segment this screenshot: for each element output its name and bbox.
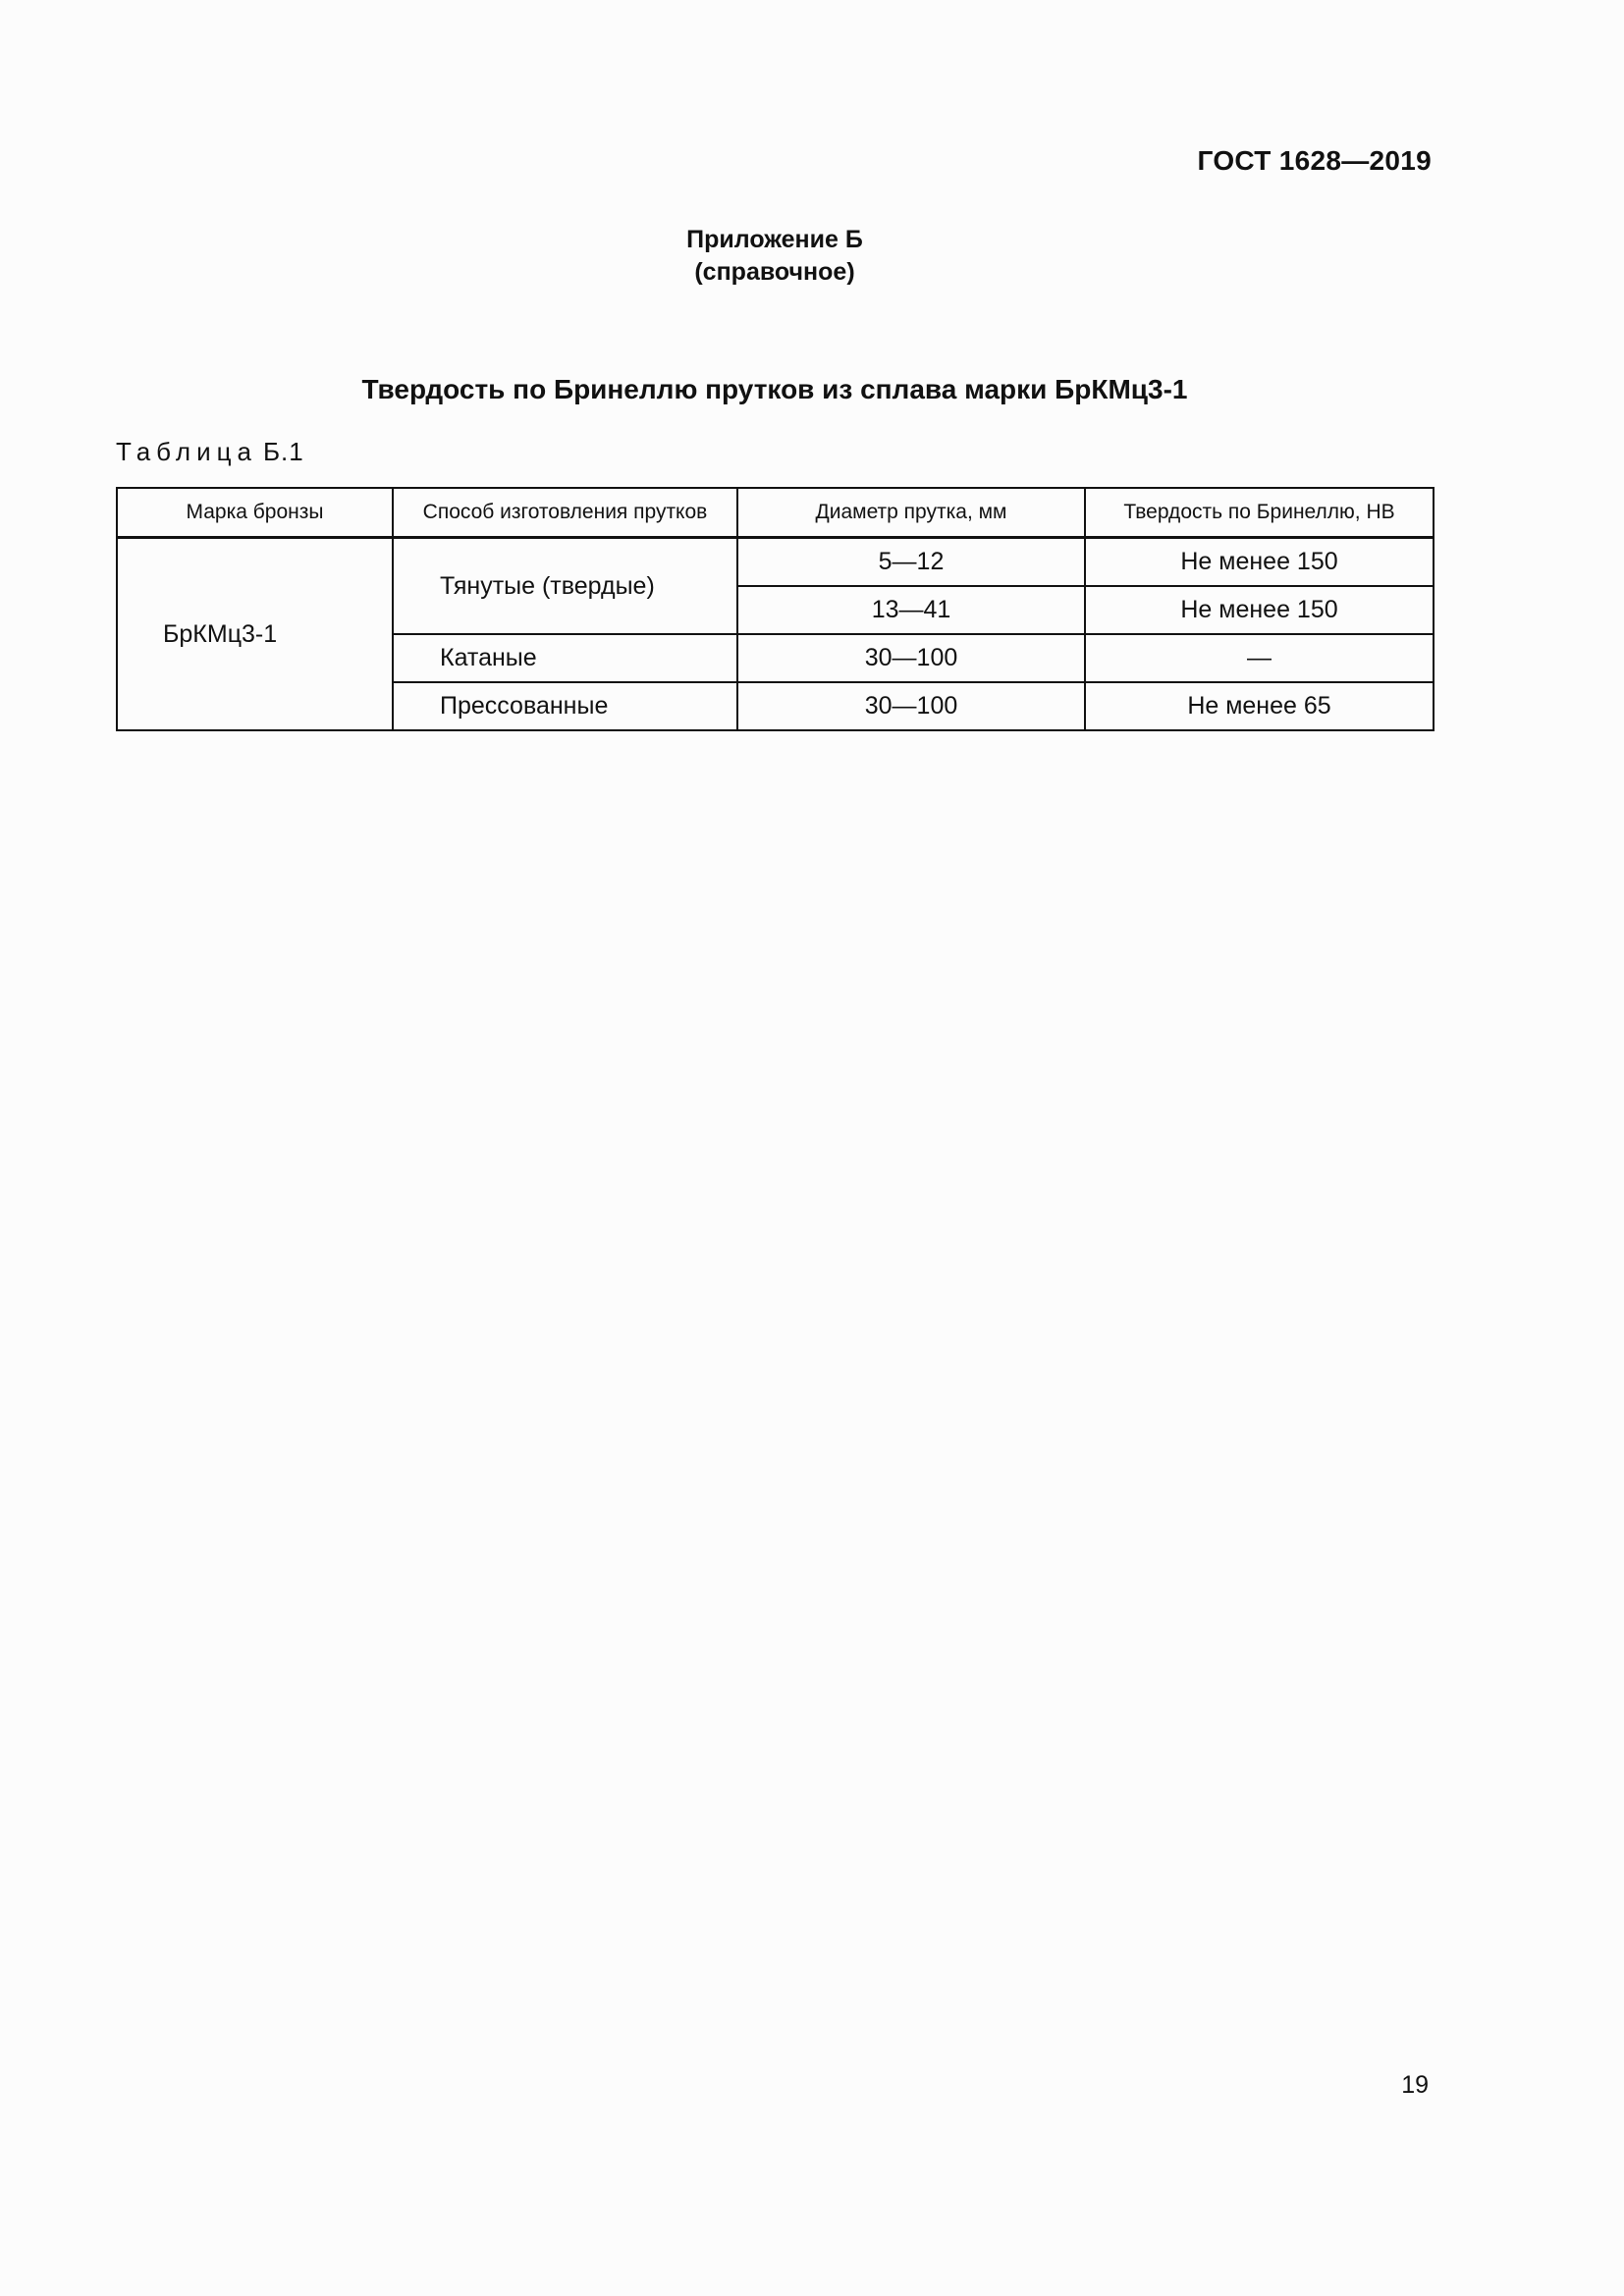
column-header-hardness: Твердость по Бринеллю, НВ — [1085, 488, 1434, 538]
table-row — [117, 538, 1434, 587]
page-number: 19 — [1401, 2071, 1429, 2099]
cell-hardness: Не менее 150 — [1085, 586, 1434, 634]
column-header-grade: Марка бронзы — [117, 488, 393, 538]
cell-diameter: 30—100 — [737, 682, 1085, 730]
column-header-diameter: Диаметр прутка, мм — [737, 488, 1085, 538]
table-caption — [116, 437, 304, 467]
cell-method: Прессованные — [393, 682, 737, 730]
table-caption-label: Таблица — [116, 437, 257, 466]
appendix-title: Приложение Б — [686, 226, 863, 253]
appendix-type: (справочное) — [694, 258, 855, 286]
column-header-method: Способ изготовления прутков — [393, 488, 737, 538]
cell-hardness: Не менее 150 — [1085, 538, 1434, 587]
cell-diameter: 5—12 — [737, 538, 1085, 587]
table-caption-number: Б.1 — [262, 437, 304, 466]
table-header-row — [117, 488, 1434, 538]
cell-diameter: 13—41 — [737, 586, 1085, 634]
hardness-table — [116, 487, 1435, 731]
cell-method: Катаные — [393, 634, 737, 682]
cell-hardness: — — [1085, 634, 1434, 682]
cell-method: Тянутые (твердые) — [393, 538, 737, 635]
cell-diameter: 30—100 — [737, 634, 1085, 682]
section-title: Твердость по Бринеллю прутков из сплава марки БрКМц3-1 — [361, 374, 1188, 404]
cell-grade: БрКМц3-1 — [117, 538, 393, 731]
cell-hardness: Не менее 65 — [1085, 682, 1434, 730]
standard-number: ГОСТ 1628—2019 — [1197, 145, 1432, 176]
appendix-heading — [0, 224, 1549, 289]
